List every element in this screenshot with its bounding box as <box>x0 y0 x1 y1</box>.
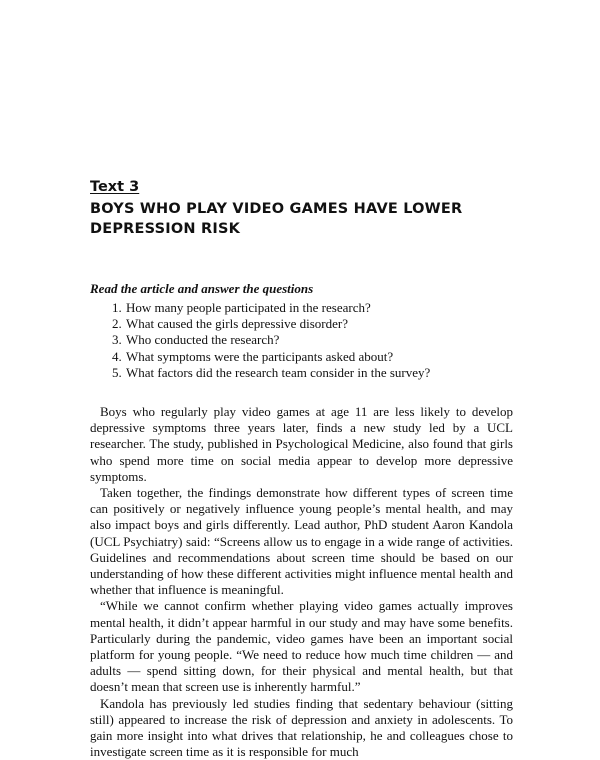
question-text: How many people participated in the research? <box>126 300 371 315</box>
question-item <box>112 300 513 316</box>
paragraph: Boys who regularly play video games at age 11 are less likely to develop depressive symptoms three years later, finds a new study led by a UCL researcher. The study, published in Psychological Medicine, also found that girls who spend more time on social media appear to develop more depressive symptoms. <box>90 404 513 484</box>
question-number: 1. <box>112 300 122 315</box>
question-text: What caused the girls depressive disorder? <box>126 316 349 332</box>
question-text: Who conducted the research? <box>126 332 280 348</box>
article-body <box>90 404 513 760</box>
document-page <box>90 178 513 760</box>
question-item <box>112 316 513 332</box>
question-number: 2. <box>112 316 122 332</box>
paragraph: Kandola has previously led studies finding that sedentary behaviour (sitting still) appeared to increase the risk of depression and anxiety in adolescents. To gain more insight into what drives that relationship, he and colleagues chose to investigate screen time as it is responsible for much <box>90 695 513 760</box>
question-list <box>90 300 513 381</box>
question-number: 5. <box>112 364 122 380</box>
question-item <box>112 365 513 381</box>
text-number-label: Text 3 <box>90 179 140 195</box>
question-item <box>112 349 513 365</box>
question-number: 4. <box>112 348 122 364</box>
instructions: Read the article and answer the questions <box>90 281 314 296</box>
question-item <box>112 332 513 348</box>
question-text: What symptoms were the participants asked about? <box>126 348 394 364</box>
paragraph: Taken together, the findings demonstrate how different types of screen time can positively or negatively influence young people’s mental health, and may also impact boys and girls differently. Lead author, PhD student Aaron Kandola (UCL Psychiatry) said: “Screens allow us to engage in a wide range of activities. Guidelines and recommendations about screen time should be based on our understanding of how these different activities might influence mental health and whether that influence is meaningful. <box>90 485 513 598</box>
question-text: What factors did the research team consider in the survey? <box>126 364 431 380</box>
article-title: BOYS WHO PLAY VIDEO GAMES HAVE LOWER DEPRESSION RISK <box>90 201 463 237</box>
question-number: 3. <box>112 332 122 348</box>
paragraph: “While we cannot confirm whether playing video games actually improves mental health, it didn’t appear harmful in our study and may have some benefits. Particularly during the pandemic, video games have been an important social platform for young people. “We need to reduce how much time children — and adults — spend sitting down, for their physical and mental health, but that doesn’t mean that screen use is inherently harmful.” <box>90 598 513 695</box>
